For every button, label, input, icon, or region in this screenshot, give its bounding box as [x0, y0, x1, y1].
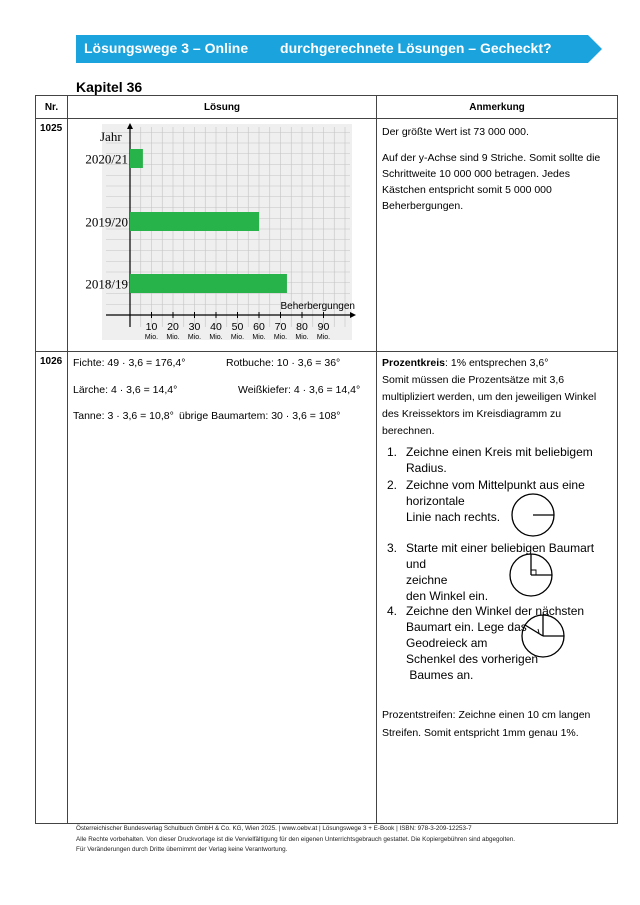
solution-table [35, 95, 618, 824]
x-axis-arrow [350, 312, 356, 318]
x-tick-value: 90 [317, 321, 330, 333]
x-tick-value: 60 [253, 321, 265, 333]
x-tick-value: 50 [231, 321, 244, 333]
x-tick-value: 20 [167, 321, 179, 333]
y-axis-label: Jahr [100, 129, 122, 144]
solution-laerche: Lärche: 4 · 3,6 = 14,4° [73, 384, 178, 396]
header-right-title: durchgerechnete Lösungen – Gecheckt? [280, 40, 552, 56]
x-tick-unit: Mio. [273, 334, 288, 341]
remark-prozentkreis-rest: : 1% entsprechen 3,6° [445, 357, 549, 369]
x-tick-value: 40 [210, 321, 222, 333]
y-axis-arrow [127, 123, 133, 129]
circle-angle-icon [508, 552, 554, 598]
remark-prozentkreis-label: Prozentkreis [382, 357, 446, 369]
bar-2020-21 [130, 149, 143, 168]
step-4-line-5: Baumes an. [406, 668, 474, 682]
x-tick-unit: Mio. [316, 334, 331, 341]
solution-fichte: Fichte: 49 · 3,6 = 176,4° [73, 357, 186, 369]
solution-rotbuche: Rotbuche: 10 · 3,6 = 36° [226, 357, 341, 369]
solution-uebrige: übrige Baumartem: 30 · 3,6 = 108° [179, 410, 341, 422]
footer-line-3: Für Veränderungen durch Dritte übernimmt der Verlag keine Verantwortung. [76, 846, 288, 853]
remark-prozentstreifen: Prozentstreifen: Zeichne einen 10 cm langen Streifen. Somit entspricht 1mm genau 1%. [382, 709, 591, 739]
x-tick-value: 10 [145, 321, 158, 333]
circle-radius-icon [510, 492, 556, 538]
step-1 [387, 444, 593, 476]
x-tick-unit: Mio. [166, 334, 180, 341]
step-3-line-1: Starte mit einer beliebigen Baumart und [406, 541, 595, 571]
step-1-line-1: Zeichne einen Kreis mit beliebigem [406, 445, 593, 459]
x-tick-unit: Mio. [230, 334, 245, 341]
table-row-1026 [36, 352, 618, 824]
step-3-number: 3. [387, 541, 398, 555]
step-3 [387, 540, 617, 604]
step-4-line-2: Baumart ein. Lege das [406, 620, 527, 634]
solution-cell-1026 [68, 352, 377, 824]
chapter-title: Kapitel 36 [76, 79, 143, 95]
header-left-title: Lösungswege 3 – Online [84, 40, 249, 56]
x-tick-unit: Mio. [295, 334, 309, 341]
x-axis-label: Beherbergungen [280, 301, 355, 312]
remark-step-size: Auf der y-Achse sind 9 Striche. Somit sollte die Schrittweite 10 000 000 betragen. Jedes Kästchen entspricht somit 5 000 000 Beherbergungen. [382, 152, 601, 212]
solution-cell-1025 [68, 119, 377, 352]
bar-chart [68, 119, 377, 351]
table-header-row [36, 96, 618, 119]
step-4-number: 4. [387, 604, 398, 618]
footer-line-2: Alle Rechte vorbehalten. Von dieser Druckvorlage ist die Vervielfältigung für den eigenen Unterrichtsgebrauch gestattet. Die Kopiergebühren sind abgegolten. [76, 835, 515, 843]
task-number-1026: 1026 [36, 352, 68, 824]
category-label: 2018/19 [85, 276, 128, 292]
step-2-number: 2. [387, 478, 398, 492]
bar-2018-19 [130, 274, 287, 293]
solution-tanne: Tanne: 3 · 3,6 = 10,8° [73, 410, 174, 422]
x-tick-value: 30 [188, 321, 201, 333]
x-tick-value: 70 [274, 321, 287, 333]
step-4-line-3: Geodreieck am [406, 636, 488, 650]
remark-cell-1026 [377, 352, 618, 824]
step-1-number: 1. [387, 445, 398, 459]
category-label: 2019/20 [85, 214, 128, 230]
x-tick-unit: Mio. [144, 334, 159, 341]
step-4-line-4: Schenkel des vorherigen [406, 652, 539, 666]
x-tick-unit: Mio. [209, 334, 223, 341]
header-loesung: Lösung [68, 96, 377, 119]
solution-weisskiefer: Weißkiefer: 4 · 3,6 = 14,4° [238, 384, 361, 396]
step-2-line-2: horizontale [406, 494, 465, 508]
header-anmerkung: Anmerkung [377, 96, 618, 119]
step-2-line-3: Linie nach rechts. [406, 510, 501, 524]
x-tick-value: 80 [296, 321, 308, 333]
step-3-line-3: den Winkel ein. [406, 589, 489, 603]
header-banner [76, 35, 602, 63]
task-number-1025: 1025 [36, 119, 68, 352]
remark-prozentkreis [382, 355, 614, 440]
footer-line-1: Österreichischer Bundesverlag Schulbuch GmbH & Co. KG, Wien 2025. | www.oebv.at | Lösungswege 3 + E-Book | ISBN: 978-3-209-12253-7 [76, 825, 472, 832]
step-2-line-1: Zeichne vom Mittelpunkt aus eine [406, 478, 585, 492]
step-4-line-1: Zeichne den Winkel der nächsten [406, 604, 585, 618]
remark-max-value: Der größte Wert ist 73 000 000. [382, 126, 529, 138]
remark-prozentkreis-text: Somit müssen die Prozentsätze mit 3,6 multipliziert werden, um den jeweiligen Winkel des Kreissektors im Kreisdiagramm zu berechnen. [382, 374, 597, 437]
step-1-line-2: Radius. [406, 461, 447, 475]
x-tick-unit: Mio. [187, 334, 202, 341]
category-label: 2020/21 [85, 151, 128, 167]
step-3-line-2: zeichne [406, 573, 448, 587]
x-tick-unit: Mio. [252, 334, 266, 341]
header-nr: Nr. [36, 96, 68, 119]
footer [76, 824, 515, 856]
table-row-1025 [36, 119, 618, 352]
circle-next-angle-icon [519, 612, 567, 660]
bar-2019-20 [130, 212, 259, 231]
remark-cell-1025 [377, 119, 618, 352]
